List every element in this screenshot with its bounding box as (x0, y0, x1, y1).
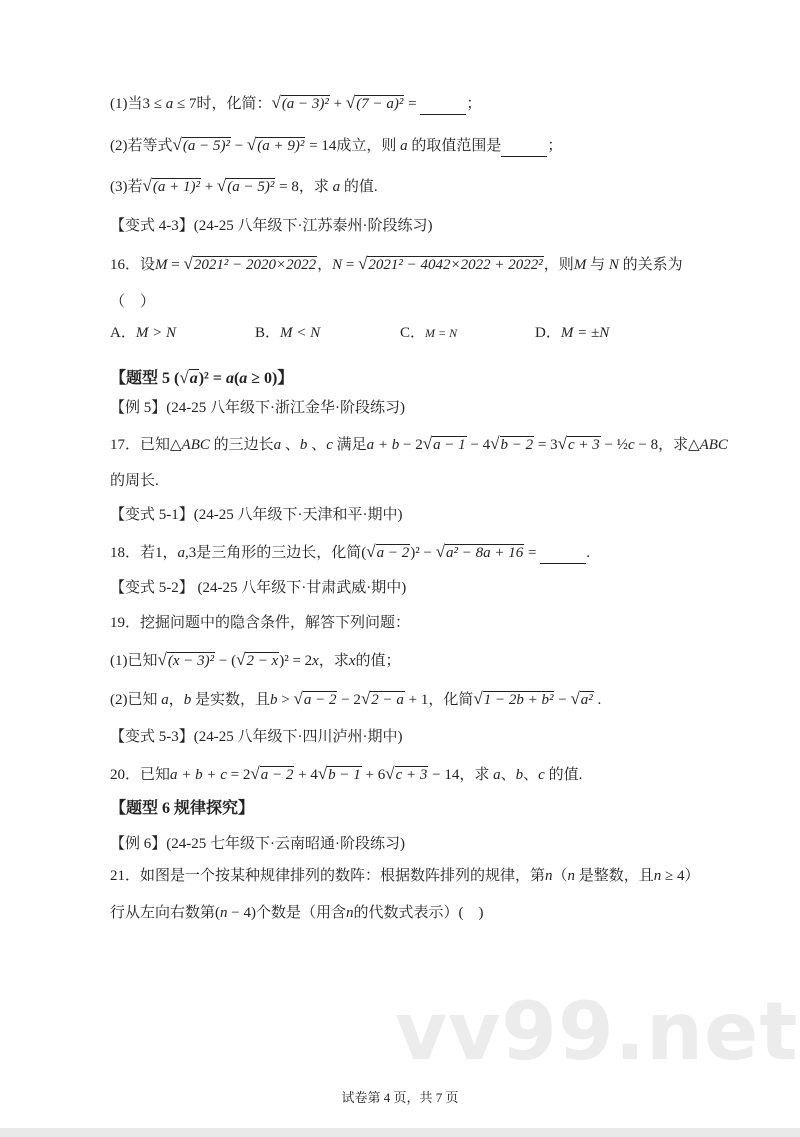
math-variable: n (345, 905, 354, 921)
radical-sign: √ (360, 689, 371, 708)
answer-blank (501, 136, 547, 157)
radical-sign: √ (236, 650, 246, 669)
text-segment: 【例 5】(24-25 八年级下·浙江金华·阶段练习) (110, 400, 405, 416)
watermark: vv99.net (395, 985, 799, 1078)
radical-sign: √ (570, 689, 580, 708)
radical-expression (236, 650, 279, 671)
text-segment: 21．如图是一个按某种规律排列的数阵：根据数阵排列的规律，第 (110, 868, 546, 884)
text-segment: − 2 (399, 437, 423, 453)
text-segment: = (524, 545, 541, 561)
text-line (110, 176, 378, 197)
radical-sign: √ (345, 93, 356, 112)
radicand: (x − 3)² (167, 653, 215, 669)
math-variable: n (220, 905, 228, 921)
text-line (110, 135, 562, 157)
math-variable: c (538, 767, 545, 783)
text-segment: 【变式 5-1】(24-25 八年级下·天津和平·期中) (110, 507, 403, 523)
radical-sign: √ (435, 542, 446, 561)
math-variable: ABC (181, 437, 210, 453)
text-segment: 、 (307, 437, 327, 453)
text-segment: 的值. (544, 767, 583, 783)
text-line (110, 727, 402, 747)
option-b: B．M < N (255, 325, 321, 341)
math-variable: b (183, 692, 192, 708)
text-line (110, 254, 683, 275)
radical-expression (217, 176, 275, 197)
radicand: a² (580, 692, 593, 708)
text-segment: + 4 (294, 767, 318, 783)
radical-expression (250, 764, 294, 785)
math-variable: x (312, 653, 319, 669)
text-segment: ， (168, 692, 184, 708)
text-line (110, 398, 405, 418)
text-segment: )² = 2 (279, 653, 313, 669)
text-segment: = 14成立，则 (305, 138, 401, 154)
radical-expression (247, 135, 305, 156)
text-line (110, 542, 590, 564)
math-variable: a (177, 545, 186, 561)
radical-expression (294, 689, 338, 710)
text-segment: 20．已知 (110, 767, 171, 783)
text-segment: ，则 (543, 257, 574, 273)
radical-sign: √ (385, 764, 395, 783)
radical-sign: √ (157, 650, 167, 669)
option-a: A．M > N (110, 325, 176, 341)
text-segment: 的取值范围是 (407, 138, 502, 154)
text-segment: 【例 6】(24-25 七年级下·云南昭通·阶段练习) (110, 836, 405, 852)
text-segment: ，求 (318, 653, 349, 669)
radical-expression (143, 176, 201, 197)
text-segment: (1)当3 ≤ (110, 96, 166, 112)
radicand: (7 − a)² (356, 96, 404, 112)
text-segment: = (404, 96, 421, 112)
math-variable: a (225, 370, 234, 387)
text-segment: 16．设 (110, 257, 156, 273)
text-segment: + (200, 179, 217, 195)
text-segment: 是实数，且 (191, 692, 271, 708)
answer-blank (420, 94, 466, 115)
radical-sign: √ (250, 764, 260, 783)
radical-sign: √ (179, 368, 189, 387)
radical-sign: √ (490, 434, 500, 453)
radicand: 2021² − 2020×2022 (193, 257, 317, 273)
math-variable: c (326, 437, 333, 453)
radical-expression (490, 434, 534, 455)
text-segment: + (329, 96, 346, 112)
radicand: (a − 3)² (281, 96, 329, 112)
text-segment: 满足 (332, 437, 367, 453)
text-segment: 【变式 5-3】(24-25 八年级下·四川泸州·期中) (110, 729, 403, 745)
text-line (110, 93, 481, 115)
radical-expression (271, 93, 329, 114)
answer-blank (540, 543, 586, 564)
math-variable: n (545, 868, 553, 884)
text-segment: > (277, 692, 294, 708)
math-variable: a (165, 96, 174, 112)
radical-expression (318, 764, 362, 785)
text-segment: 【题型 5 (110, 370, 175, 387)
text-segment: − (230, 138, 247, 154)
text-line (110, 650, 401, 671)
radical-sign: √ (557, 434, 567, 453)
text-segment: 的代数式表示）( ) (353, 905, 484, 921)
page-bottom-edge (0, 1128, 800, 1137)
text-segment: 的三边长 (209, 437, 274, 453)
radical-expression (558, 434, 601, 455)
text-line (110, 689, 601, 710)
text-segment: 、 (500, 767, 516, 783)
math-variable: b (515, 767, 524, 783)
text-line (110, 613, 410, 633)
text-line (110, 903, 483, 923)
text-segment: )² = (198, 370, 226, 387)
text-segment: . (593, 692, 602, 708)
radical-sign: √ (246, 135, 257, 154)
math-variable: n (653, 868, 662, 884)
text-segment: ≥ 0)】 (247, 370, 294, 387)
radicand: a − 2 (260, 767, 294, 783)
radical-sign: √ (366, 542, 376, 561)
radicand: 2 − a (371, 692, 404, 708)
radical-expression (346, 93, 404, 114)
radical-sign: √ (183, 254, 193, 273)
text-segment: 是整数，且 (575, 868, 654, 884)
text-segment: − 2 (337, 692, 361, 708)
text-segment: 与 (586, 257, 609, 273)
text-segment: ， (317, 257, 333, 273)
radical-expression (358, 254, 544, 275)
text-line (110, 434, 728, 455)
radical-sign: √ (317, 764, 328, 783)
radical-sign: √ (172, 135, 182, 154)
math-variable: M (155, 257, 168, 273)
text-segment: 、 (523, 767, 539, 783)
radicand: a − 2 (303, 692, 337, 708)
radicand: 1 − 2b + b² (483, 692, 554, 708)
text-segment: (1)已知 (110, 653, 158, 669)
text-segment: − (554, 692, 571, 708)
text-segment: = 3 (534, 437, 558, 453)
radicand: (a − 5)² (227, 179, 275, 195)
question-16-options (110, 323, 710, 343)
text-segment: . (586, 545, 590, 561)
math-variable: a (273, 437, 282, 453)
radical-expression (173, 135, 231, 156)
text-segment: − 4)个数是（用含 (227, 905, 346, 921)
radicand: b − 2 (500, 437, 534, 453)
radical-sign: √ (216, 176, 227, 195)
page-footer: 试卷第 4 页，共 7 页 (341, 1090, 459, 1105)
math-variable: N (332, 257, 343, 273)
radical-expression (361, 689, 405, 710)
math-variable: b (270, 692, 278, 708)
radicand: a (189, 370, 198, 387)
text-segment: − 8，求△ (634, 437, 700, 453)
text-segment: + 1，化简 (404, 692, 474, 708)
text-line (110, 216, 432, 236)
radicand: c + 3 (567, 437, 600, 453)
text-segment: ( (233, 370, 240, 387)
text-segment: (2)已知 (110, 692, 162, 708)
math-variable: a (239, 370, 248, 387)
radical-sign: √ (293, 689, 303, 708)
radical-sign: √ (358, 254, 368, 273)
radicand: c + 3 (395, 767, 428, 783)
math-variable: a + b + c (170, 767, 227, 783)
text-line (110, 799, 254, 819)
math-variable: x (348, 653, 356, 669)
text-line (110, 368, 293, 389)
text-segment: − ½ (600, 437, 628, 453)
text-segment: = (167, 257, 184, 273)
math-variable: a + b (366, 437, 400, 453)
radical-expression (385, 764, 428, 785)
math-variable: a (400, 138, 408, 154)
text-segment: = 8，求 (275, 179, 333, 195)
radicand: (a + 9)² (257, 138, 305, 154)
math-variable: n (567, 868, 576, 884)
radical-expression (179, 368, 198, 389)
radicand: 2021² − 4042×2022 + 2022² (368, 257, 543, 273)
radicand: 2 − x (246, 653, 279, 669)
text-segment: − 14，求 (428, 767, 494, 783)
text-segment: 的关系为 (618, 257, 683, 273)
text-segment: 【变式 4-3】(24-25 八年级下·江苏泰州·阶段练习) (110, 218, 433, 234)
text-segment: ,3是三角形的三边长，化简( (185, 545, 367, 561)
radical-sign: √ (271, 93, 281, 112)
radical-sign: √ (473, 689, 483, 708)
text-segment: (3)若 (110, 179, 143, 195)
text-line (110, 834, 405, 854)
radicand: b − 1 (328, 767, 361, 783)
text-segment: ( (174, 370, 180, 387)
radicand: (a + 1)² (152, 179, 200, 195)
radical-expression (423, 434, 467, 455)
text-segment: 【变式 5-2】 (24-25 八年级下·甘肃武威·期中) (110, 580, 407, 596)
text-segment: 行从左向右数第( (110, 905, 220, 921)
text-segment: （ (552, 868, 568, 884)
text-segment: )² − (410, 545, 436, 561)
radical-expression (473, 689, 554, 710)
text-segment: − ( (215, 653, 237, 669)
text-segment: 18．若1， (110, 545, 178, 561)
text-segment: (2)若等式 (110, 138, 173, 154)
option-d: D．M = ±N (535, 325, 610, 341)
text-segment: 的值； (355, 653, 401, 669)
text-segment: 19．挖掘问题中的隐含条件，解答下列问题： (110, 615, 411, 631)
text-segment: 【题型 6 规律探究】 (110, 800, 255, 817)
radical-expression (183, 254, 317, 275)
text-segment: ≥ 4） (661, 868, 700, 884)
text-segment: 、 (281, 437, 300, 453)
math-variable: N (608, 257, 619, 273)
radical-expression (366, 542, 410, 563)
text-segment: = 2 (226, 767, 251, 783)
math-variable: a (493, 767, 501, 783)
text-line (110, 505, 402, 525)
math-variable: c (627, 437, 635, 453)
text-segment: + 6 (361, 767, 386, 783)
text-segment: ； (466, 96, 482, 112)
radical-sign: √ (422, 434, 433, 453)
math-variable: M (573, 257, 587, 273)
text-segment: ≤ 7时，化简： (173, 96, 272, 112)
radical-expression (570, 689, 593, 710)
radicand: (a − 5)² (182, 138, 230, 154)
text-line (110, 471, 159, 491)
text-segment: − 4 (466, 437, 491, 453)
radical-sign: √ (142, 176, 152, 195)
math-variable: a (161, 692, 169, 708)
text-segment: ； (547, 138, 563, 154)
text-segment: = (342, 257, 359, 273)
math-variable: b (299, 437, 308, 453)
text-line (110, 764, 582, 785)
text-segment: 的值. (340, 179, 378, 195)
radicand: a − 2 (376, 545, 410, 561)
text-segment: 的周长. (110, 473, 159, 489)
text-segment: 17．已知△ (110, 437, 182, 453)
text-line (110, 578, 406, 598)
radicand: a − 1 (433, 437, 466, 453)
text-line (110, 292, 155, 312)
radical-expression (436, 542, 525, 563)
radicand: a² − 8a + 16 (446, 545, 524, 561)
math-variable: a (332, 179, 341, 195)
option-c: C．M = N (400, 325, 458, 341)
radical-expression (158, 650, 216, 671)
math-variable: ABC (699, 437, 728, 453)
text-line (110, 866, 700, 886)
text-segment: （ ） (110, 294, 156, 310)
